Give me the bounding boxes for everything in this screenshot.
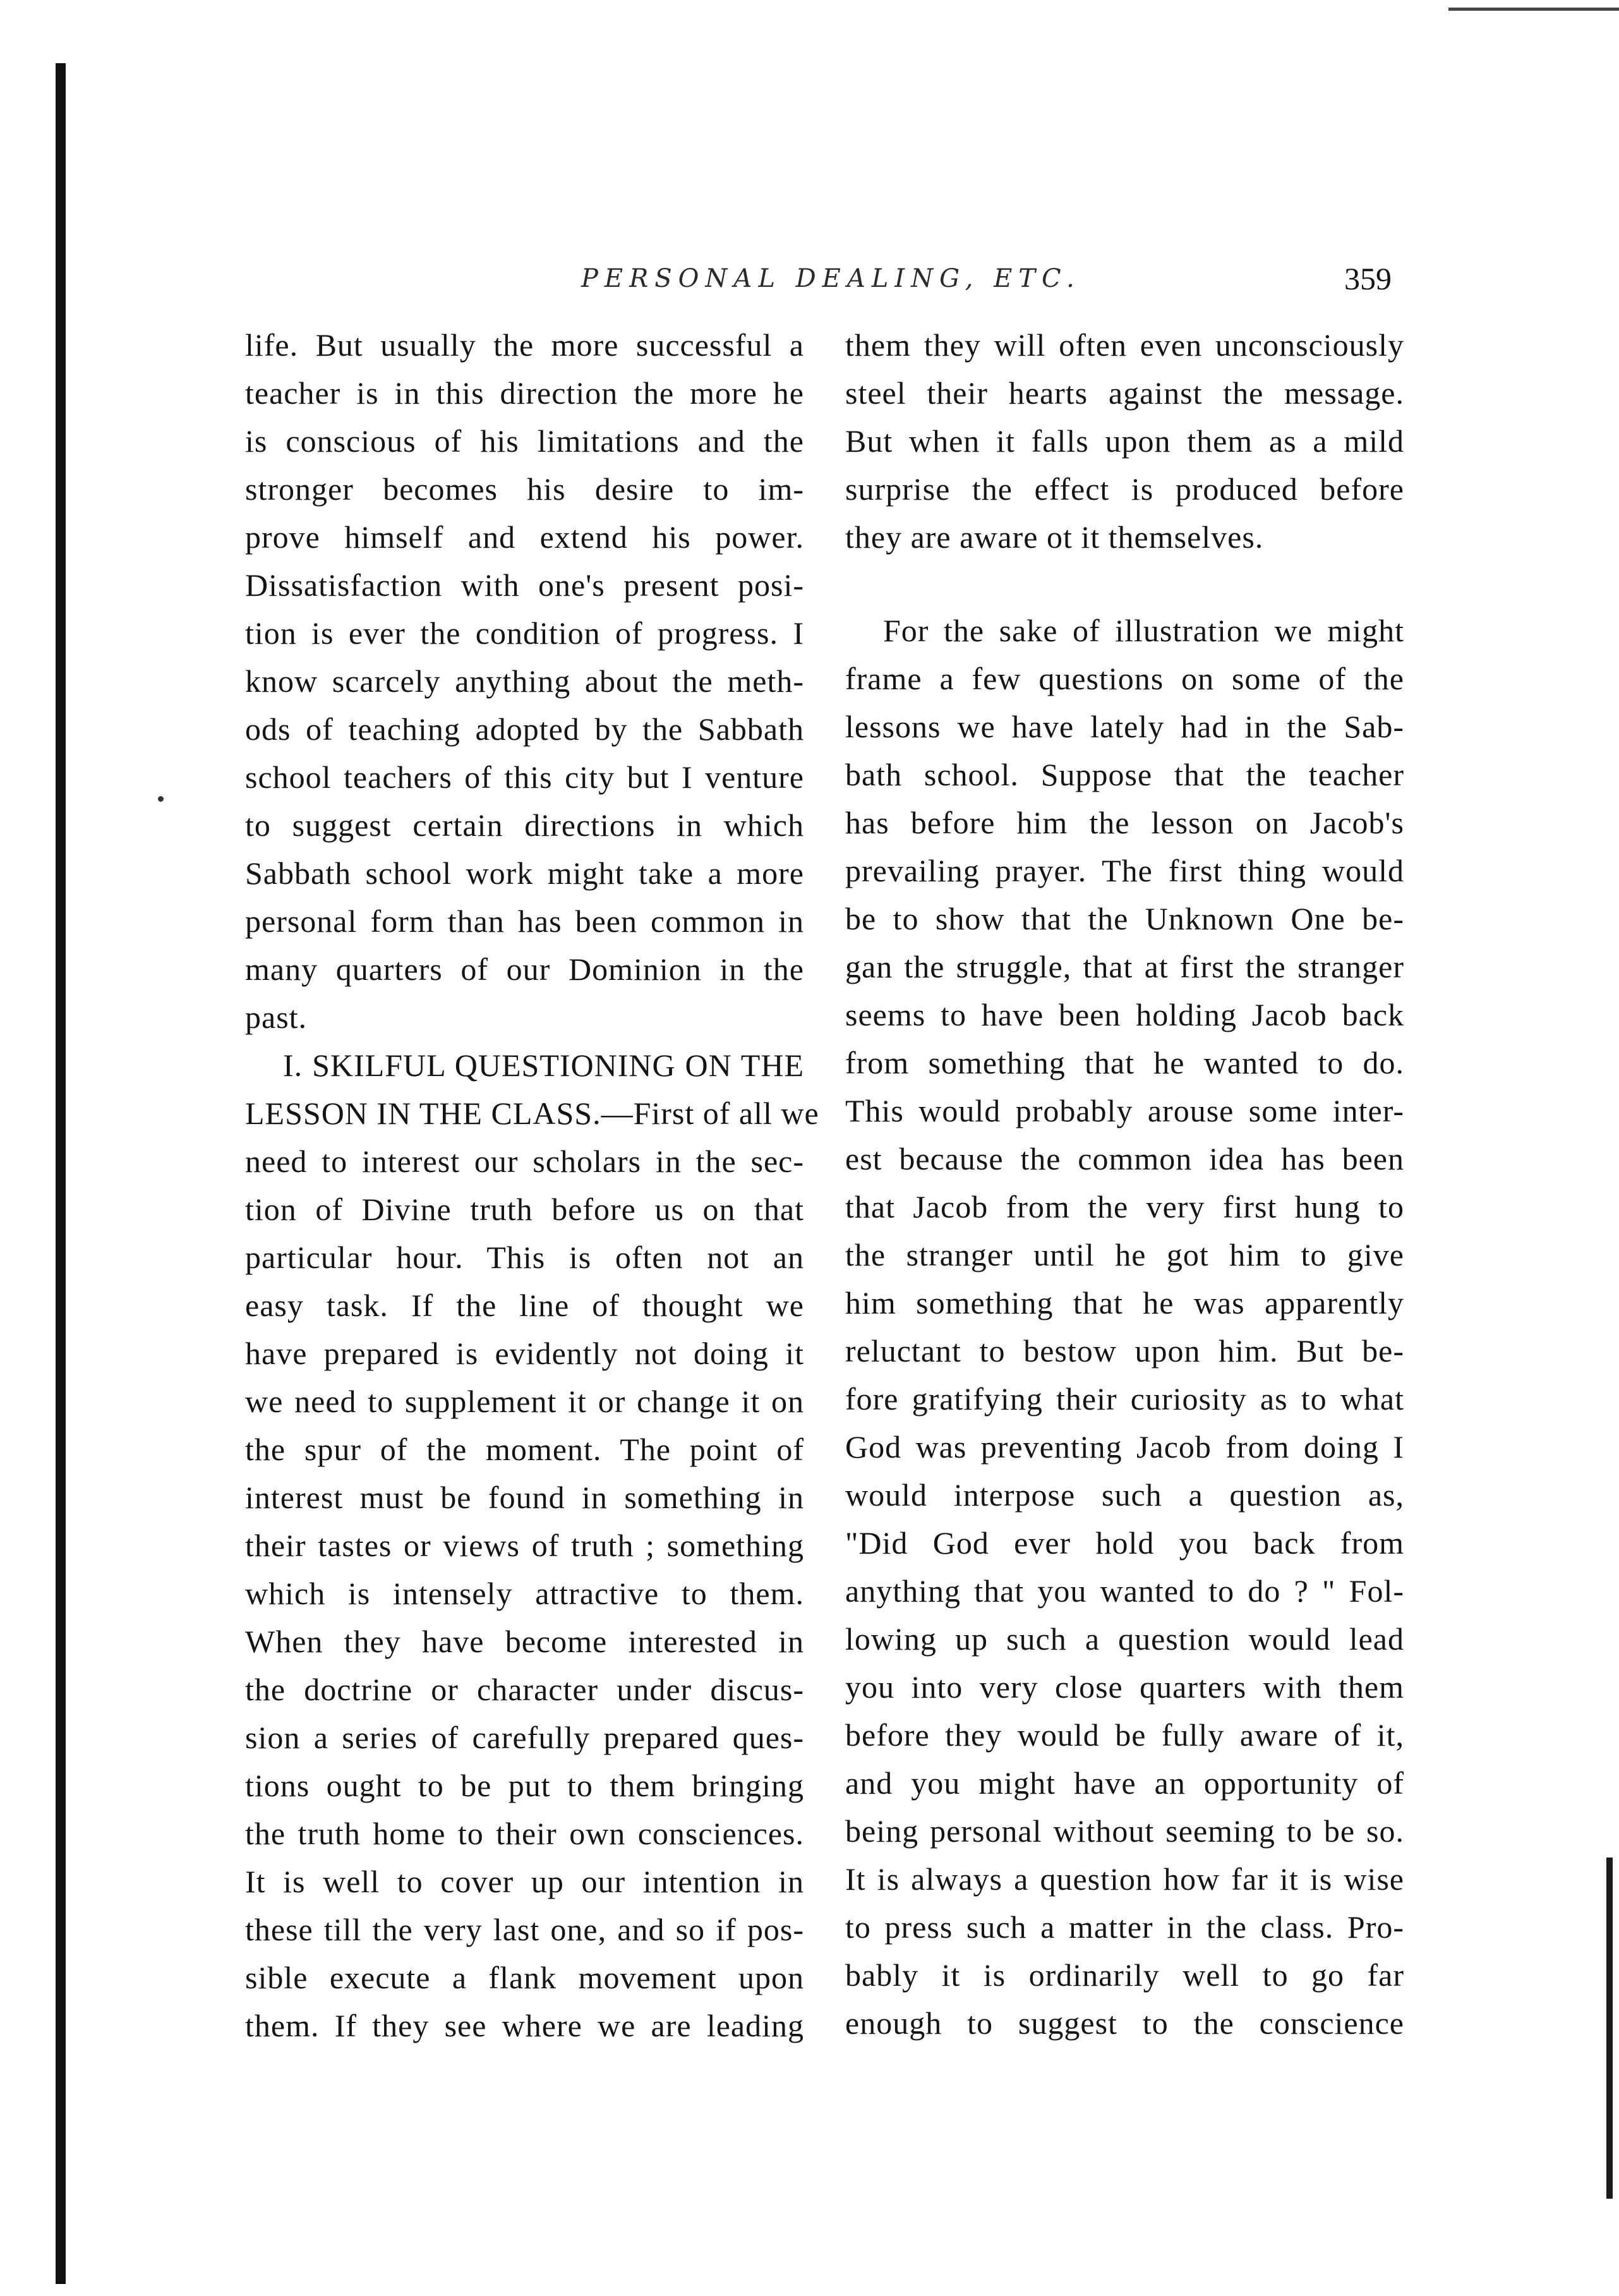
text-line: But when it falls upon them as a mild — [845, 423, 1404, 459]
paragraph-gap — [845, 561, 1404, 607]
text-line: prevailing prayer. The first thing would — [845, 853, 1404, 888]
text-line: the stranger until he got him to give — [845, 1237, 1404, 1272]
text-line: which is intensely attractive to them. — [245, 1576, 804, 1611]
text-line: stronger becomes his desire to im- — [245, 471, 804, 507]
text-line: easy task. If the line of thought we — [245, 1288, 804, 1323]
text-line: bably it is ordinarily well to go far — [845, 1957, 1404, 1993]
scan-edge-shadow-right — [1606, 1858, 1613, 2199]
section-heading-line: I. SKILFUL QUESTIONING ON THE — [283, 1048, 804, 1083]
text-line: anything that you wanted to do ? " Fol- — [845, 1573, 1404, 1609]
text-line: them they will often even unconsciously — [845, 327, 1404, 363]
text-line: life. But usually the more successful a — [245, 327, 804, 363]
text-line: be to show that the Unknown One be- — [845, 901, 1404, 936]
text-line: It is well to cover up our intention in — [245, 1864, 804, 1899]
text-line: lowing up such a question would lead — [845, 1621, 1404, 1657]
text-line: sion a series of carefully prepared ques- — [245, 1720, 804, 1755]
text-line: we need to supplement it or change it on — [245, 1384, 804, 1419]
text-line: the doctrine or character under discus- — [245, 1672, 804, 1707]
text-line: you into very close quarters with them — [845, 1669, 1404, 1705]
text-line: bath school. Suppose that the teacher — [845, 757, 1404, 792]
text-line: enough to suggest to the conscience — [845, 2005, 1404, 2041]
scan-edge-rule-top — [1448, 8, 1619, 11]
running-head: PERSONAL DEALING, ETC. — [581, 264, 1081, 293]
text-line: For the sake of illustration we might — [883, 613, 1404, 648]
text-line: have prepared is evidently not doing it — [245, 1336, 804, 1371]
text-line: the spur of the moment. The point of — [245, 1432, 804, 1467]
text-line: fore gratifying their curiosity as to what — [845, 1381, 1404, 1417]
text-line: It is always a question how far it is wise — [845, 1861, 1404, 1897]
text-line: tion is ever the condition of progress. I — [245, 615, 804, 651]
text-line: from something that he wanted to do. — [845, 1045, 1404, 1080]
text-line: being personal without seeming to be so. — [845, 1813, 1404, 1849]
text-line: surprise the effect is produced before — [845, 471, 1404, 507]
text-line: and you might have an opportunity of — [845, 1765, 1404, 1801]
scan-edge-shadow-left — [56, 63, 66, 2284]
text-line: God was preventing Jacob from doing I — [845, 1429, 1404, 1465]
text-line: them. If they see where we are leading — [245, 2008, 804, 2043]
text-line: to press such a matter in the class. Pro- — [845, 1909, 1404, 1945]
text-line: lessons we have lately had in the Sab- — [845, 709, 1404, 744]
text-line: est because the common idea has been — [845, 1141, 1404, 1176]
text-line: need to interest our scholars in the sec- — [245, 1144, 804, 1179]
text-line: reluctant to bestow upon him. But be- — [845, 1333, 1404, 1369]
right-column — [845, 321, 1404, 2047]
text-line: is conscious of his limitations and the — [245, 423, 804, 459]
page-number: 359 — [1344, 261, 1392, 296]
text-line: their tastes or views of truth ; something — [245, 1528, 804, 1563]
text-line: sible execute a flank movement upon — [245, 1960, 804, 1995]
text-line: particular hour. This is often not an — [245, 1240, 804, 1275]
text-line: tions ought to be put to them bringing — [245, 1768, 804, 1803]
text-line: Sabbath school work might take a more — [245, 855, 804, 891]
text-line: This would probably arouse some inter- — [845, 1093, 1404, 1128]
text-line: many quarters of our Dominion in the — [245, 952, 804, 987]
text-line: prove himself and extend his power. — [245, 519, 804, 555]
text-line: ods of teaching adopted by the Sabbath — [245, 711, 804, 747]
text-line: teacher is in this direction the more he — [245, 375, 804, 411]
text-line: the truth home to their own consciences. — [245, 1816, 804, 1851]
left-column — [245, 321, 819, 2050]
text-line: Dissatisfaction with one's present posi- — [245, 567, 804, 603]
text-line: him something that he was apparently — [845, 1285, 1404, 1320]
text-line: frame a few questions on some of the — [845, 661, 1404, 696]
text-line: to suggest certain directions in which — [245, 807, 804, 843]
scan-speck — [158, 796, 164, 802]
text-line: would interpose such a question as, — [845, 1477, 1404, 1513]
text-line: these till the very last one, and so if pos- — [245, 1912, 804, 1947]
text-line: seems to have been holding Jacob back — [845, 997, 1404, 1032]
text-line: they are aware ot it themselves. — [845, 519, 1264, 555]
section-heading-line: LESSON IN THE CLASS.—First of all we — [245, 1096, 819, 1131]
text-line: school teachers of this city but I venture — [245, 759, 804, 795]
text-line: tion of Divine truth before us on that — [245, 1192, 804, 1227]
text-line: past. — [245, 1000, 308, 1035]
text-line: personal form than has been common in — [245, 903, 804, 939]
text-line: know scarcely anything about the meth- — [245, 663, 804, 699]
text-line: that Jacob from the very first hung to — [845, 1189, 1404, 1224]
text-line: has before him the lesson on Jacob's — [845, 805, 1404, 840]
text-line: "Did God ever hold you back from — [845, 1525, 1404, 1561]
text-line: gan the struggle, that at first the stranger — [845, 949, 1404, 984]
text-line: When they have become interested in — [245, 1624, 804, 1659]
text-line: interest must be found in something in — [245, 1480, 804, 1515]
text-line: before they would be fully aware of it, — [845, 1717, 1404, 1753]
text-line: steel their hearts against the message. — [845, 375, 1404, 411]
